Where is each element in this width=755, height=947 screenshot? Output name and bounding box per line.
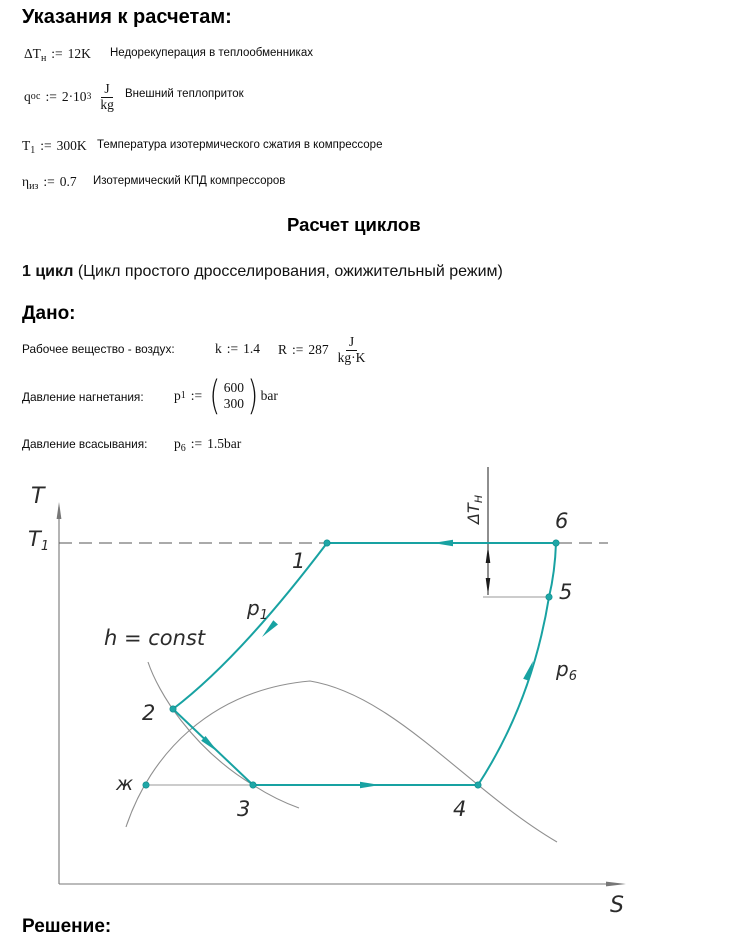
x-axis-label: S: [610, 893, 624, 918]
temperature-axis-arrow-icon: [57, 502, 62, 519]
formula-sub: 6: [180, 443, 186, 454]
point-label-5: 5: [559, 580, 573, 604]
formula-var: p: [174, 388, 181, 403]
formula-value: 1.4: [243, 341, 260, 356]
formula-var: q: [24, 89, 31, 104]
formula-value: 0.7: [59, 174, 77, 189]
comment-temperature: Температура изотермического сжатия в компрессоре: [97, 139, 383, 151]
formula-sub: 1: [30, 145, 36, 156]
point-label-6: 6: [555, 509, 569, 533]
formula-value: 12K: [67, 46, 91, 61]
y-axis-label: T: [31, 484, 45, 509]
suction-pressure-label: Давление всасывания:: [22, 437, 148, 451]
formula-var: p: [174, 436, 181, 451]
state-point-4: [475, 782, 481, 788]
formula-temperature: [22, 138, 87, 154]
isenthalp-curve: [148, 662, 299, 808]
formula-var: R: [278, 342, 288, 357]
t1-base: T: [28, 527, 41, 551]
right-parenthesis: ): [247, 373, 259, 419]
assign-operator: :=: [190, 436, 203, 451]
fraction-numerator: J: [101, 82, 112, 97]
fraction-denominator: kg·K: [337, 349, 366, 365]
t1-reference-label: [28, 527, 49, 554]
entropy-axis-arrow-icon: [606, 882, 626, 887]
fraction-denominator: kg: [100, 96, 114, 112]
p6-base: p: [556, 657, 569, 681]
comment-underrecovery: Недорекуперация в теплообменниках: [110, 47, 313, 59]
dimension-arrow-up-icon: [486, 546, 491, 563]
comment-efficiency: Изотермический КПД компрессоров: [93, 175, 286, 187]
process-5-6-isobar: [549, 543, 556, 597]
instructions-title: Указания к расчетам:: [22, 6, 232, 28]
formula-value: 1.5bar: [207, 436, 242, 451]
assign-operator: :=: [45, 89, 57, 104]
point-label-1: 1: [292, 549, 306, 573]
formula-p6: [174, 436, 241, 452]
formula-underrecovery: [24, 46, 91, 62]
t1-sub: 1: [40, 539, 50, 554]
assign-operator: :=: [292, 342, 304, 357]
formula-k: [215, 341, 260, 357]
flow-arrow-6-1-icon: [433, 540, 453, 546]
fraction: [335, 335, 369, 364]
point-label-4: 4: [453, 797, 467, 821]
process-4-5-isobar: [478, 597, 549, 785]
flow-arrow-3-4-icon: [360, 782, 380, 788]
liquid-label: ж: [116, 773, 134, 795]
formula-var: T: [22, 138, 31, 153]
given-title: Дано:: [22, 303, 76, 324]
left-parenthesis: (: [209, 373, 221, 419]
section-title: Расчет циклов: [287, 214, 421, 235]
p6-sub: 6: [568, 669, 577, 684]
p1-sub: 1: [259, 608, 268, 623]
formula-R: [278, 333, 368, 367]
isobar-p1-label: [246, 596, 268, 623]
state-point-3: [250, 782, 256, 788]
formula-value: 287: [308, 342, 329, 357]
state-point-2: [170, 706, 176, 712]
isenthalp-label: h = const: [104, 626, 206, 650]
formula-heat-inflow: q ос := 2·10 3 $\frac{J}{kg}$: [24, 81, 117, 113]
state-point-6: [553, 540, 559, 546]
liquid-point: [143, 782, 149, 788]
formula-value: 300K: [56, 138, 87, 153]
assign-operator: :=: [190, 388, 203, 403]
vector-value-bottom: 300: [223, 396, 244, 411]
assign-operator: :=: [43, 174, 55, 189]
formula-coefficient: 2·10: [61, 89, 87, 104]
underrecovery-sub: н: [471, 494, 486, 504]
cycle-title: [22, 263, 503, 281]
ts-diagram: [0, 458, 680, 920]
fraction: [97, 82, 117, 111]
formula-var: ΔT: [24, 46, 41, 61]
p1-base: p: [247, 596, 260, 620]
formula-unit: bar: [260, 388, 278, 403]
state-point-5: [546, 594, 552, 600]
formula-p1: p 1 := ( 600 300 ) bar: [174, 373, 278, 419]
dimension-arrow-down-icon: [486, 578, 491, 595]
solution-title: Решение:: [22, 916, 112, 937]
underrecovery-base: ΔT: [464, 503, 483, 524]
formula-efficiency: [22, 174, 77, 190]
formula-var: k: [215, 341, 222, 356]
assign-operator: :=: [51, 46, 63, 61]
formula-var: η: [22, 174, 30, 189]
cycle-title-number: 1 цикл: [22, 263, 74, 280]
assign-operator: :=: [226, 341, 239, 356]
assign-operator: :=: [40, 138, 52, 153]
vector-value-top: 600: [223, 380, 244, 395]
discharge-pressure-label: Давление нагнетания:: [22, 390, 144, 404]
fraction-numerator: J: [346, 335, 357, 350]
substance-label: Рабочее вещество - воздух:: [22, 342, 175, 356]
vector-column: [223, 380, 245, 412]
cycle-title-description: (Цикл простого дросселирования, ожижительный режим): [73, 263, 503, 280]
point-label-3: 3: [237, 797, 251, 821]
formula-sub: н: [40, 53, 47, 64]
state-point-1: [324, 540, 330, 546]
underrecovery-label: [464, 494, 486, 526]
isobar-p6-label: [555, 657, 577, 684]
comment-heat-inflow: Внешний теплоприток: [125, 88, 244, 100]
formula-sub: из: [29, 181, 39, 192]
point-label-2: 2: [142, 701, 156, 725]
